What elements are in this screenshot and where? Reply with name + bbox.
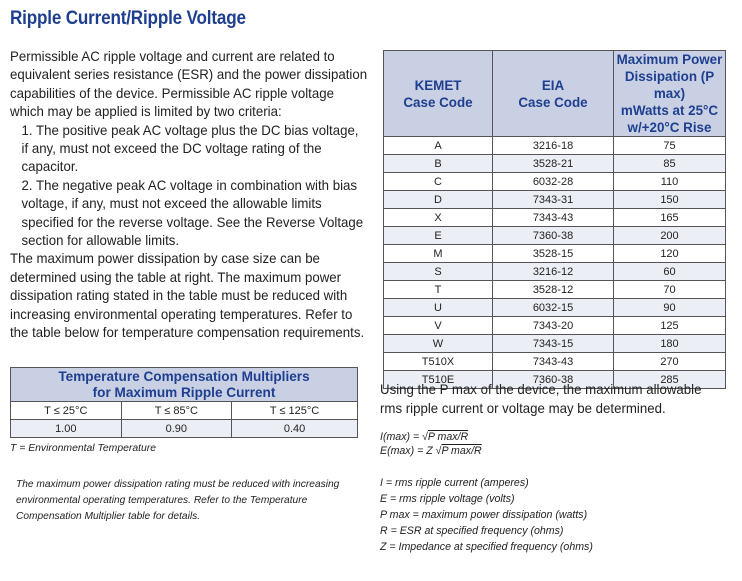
eia-case-code-cell: 7343-31	[493, 191, 614, 209]
eia-case-code-cell: 6032-15	[493, 299, 614, 317]
power-dissipation-paragraph: The maximum power dissipation by case size can be determined using the table at right. The maximum power dissipation rating stated in the table must be reduced with increasing environmental operating temperatures. Refer to the table below for temperature compensation requirements.	[10, 251, 365, 341]
definition-item: P max = maximum power dissipation (watts)	[380, 509, 588, 521]
temperature-compensation-table	[10, 367, 358, 438]
kemet-case-code-cell: C	[384, 173, 493, 191]
case-table-row	[384, 191, 726, 209]
kemet-case-code-cell: X	[384, 209, 493, 227]
criterion-2: 2. The negative peak AC voltage in combination with bias voltage, if any, must not exceed the allowable limits specified for the reverse voltage. See the Reverse Voltage section for allowable limits.	[21, 177, 364, 249]
temp-value-125: 0.40	[232, 420, 358, 438]
kemet-case-code-cell: W	[384, 335, 493, 353]
definition-item: R = ESR at specified frequency (ohms)	[380, 525, 564, 537]
kemet-case-code-cell: T510E	[384, 371, 493, 389]
max-power-cell: 110	[614, 173, 726, 191]
eia-case-code-cell: 3528-12	[493, 281, 614, 299]
case-table-row	[384, 299, 726, 317]
case-table-header-row	[384, 51, 726, 137]
definition-item: E = rms ripple voltage (volts)	[380, 493, 515, 505]
case-table-row	[384, 281, 726, 299]
kemet-case-code-cell: T	[384, 281, 493, 299]
case-table-body	[384, 137, 726, 389]
eia-case-code-cell: 3216-12	[493, 263, 614, 281]
temp-value-25: 1.00	[11, 420, 122, 438]
max-power-cell: 125	[614, 317, 726, 335]
max-power-cell: 270	[614, 353, 726, 371]
max-power-header: Maximum Power Dissipation (P max) mWatts at 25°C w/+20°C Rise	[614, 51, 726, 137]
kemet-case-code-cell: E	[384, 227, 493, 245]
temp-header-85: T ≤ 85°C	[121, 402, 232, 420]
temp-table-value-row	[11, 420, 358, 438]
kemet-case-code-cell: T510X	[384, 353, 493, 371]
case-table-row	[384, 263, 726, 281]
max-power-cell: 90	[614, 299, 726, 317]
eia-case-code-cell: 6032-28	[493, 173, 614, 191]
case-table-row	[384, 137, 726, 155]
eia-case-code-cell: 7343-20	[493, 317, 614, 335]
formulas	[380, 430, 482, 458]
max-power-cell: 85	[614, 155, 726, 173]
max-power-cell: 180	[614, 335, 726, 353]
case-table-row	[384, 227, 726, 245]
case-table-row	[384, 317, 726, 335]
definition-item: I = rms ripple current (amperes)	[380, 477, 529, 489]
temp-table-header-row	[11, 402, 358, 420]
criterion-1: 1. The positive peak AC voltage plus the DC bias voltage, if any, must not exceed the DC voltage rating of the capacitor.	[21, 122, 359, 175]
temp-table-title: Temperature Compensation Multipliers for Maximum Ripple Current	[11, 368, 358, 402]
case-table-row	[384, 209, 726, 227]
eia-case-code-cell: 7343-15	[493, 335, 614, 353]
temp-value-85: 0.90	[121, 420, 232, 438]
eia-case-code-cell: 7360-38	[493, 227, 614, 245]
kemet-case-code-cell: D	[384, 191, 493, 209]
derating-note: The maximum power dissipation rating must be reduced with increasing environmental operating temperatures. Refer to the Temperature Compensation Multiplier table for details.	[16, 479, 340, 522]
kemet-case-code-cell: V	[384, 317, 493, 335]
max-power-cell: 75	[614, 137, 726, 155]
kemet-case-code-cell: A	[384, 137, 493, 155]
kemet-case-code-cell: U	[384, 299, 493, 317]
max-power-cell: 285	[614, 371, 726, 389]
eia-case-code-cell: 3528-21	[493, 155, 614, 173]
case-table-row	[384, 335, 726, 353]
voltage-formula: E(max) = Z √P max/R	[380, 445, 482, 457]
case-size-table	[383, 50, 726, 389]
definition-item: Z = Impedance at specified frequency (ohms)	[380, 541, 593, 553]
pmax-paragraph: Using the P max of the device, the maximum allowable rms ripple current or voltage may be determined.	[380, 382, 702, 416]
eia-case-code-cell: 3216-18	[493, 137, 614, 155]
kemet-case-code-header: KEMET Case Code	[384, 51, 493, 137]
max-power-cell: 200	[614, 227, 726, 245]
max-power-cell: 165	[614, 209, 726, 227]
max-power-cell: 60	[614, 263, 726, 281]
max-power-cell: 150	[614, 191, 726, 209]
eia-case-code-cell: 7343-43	[493, 353, 614, 371]
current-formula: I(max) = √P max/R	[380, 431, 469, 443]
temperature-note: T = Environmental Temperature	[10, 443, 157, 454]
case-table-row	[384, 173, 726, 191]
eia-case-code-header: EIA Case Code	[493, 51, 614, 137]
page-title: Ripple Current/Ripple Voltage	[10, 8, 246, 29]
max-power-cell: 120	[614, 245, 726, 263]
intro-paragraph: Permissible AC ripple voltage and current are related to equivalent series resistance (ESR) and the power dissipation capabilities of the device. Permissible AC ripple voltage which may be applied is limited by two criteria:	[10, 49, 368, 120]
temp-header-125: T ≤ 125°C	[232, 402, 358, 420]
kemet-case-code-cell: M	[384, 245, 493, 263]
intro-text	[10, 48, 367, 343]
eia-case-code-cell: 7343-43	[493, 209, 614, 227]
case-table-row	[384, 155, 726, 173]
eia-case-code-cell: 7360-38	[493, 371, 614, 389]
case-table-row	[384, 353, 726, 371]
kemet-case-code-cell: S	[384, 263, 493, 281]
temp-header-25: T ≤ 25°C	[11, 402, 122, 420]
case-table-row	[384, 245, 726, 263]
max-power-cell: 70	[614, 281, 726, 299]
kemet-case-code-cell: B	[384, 155, 493, 173]
definitions-list	[380, 475, 593, 555]
eia-case-code-cell: 3528-15	[493, 245, 614, 263]
